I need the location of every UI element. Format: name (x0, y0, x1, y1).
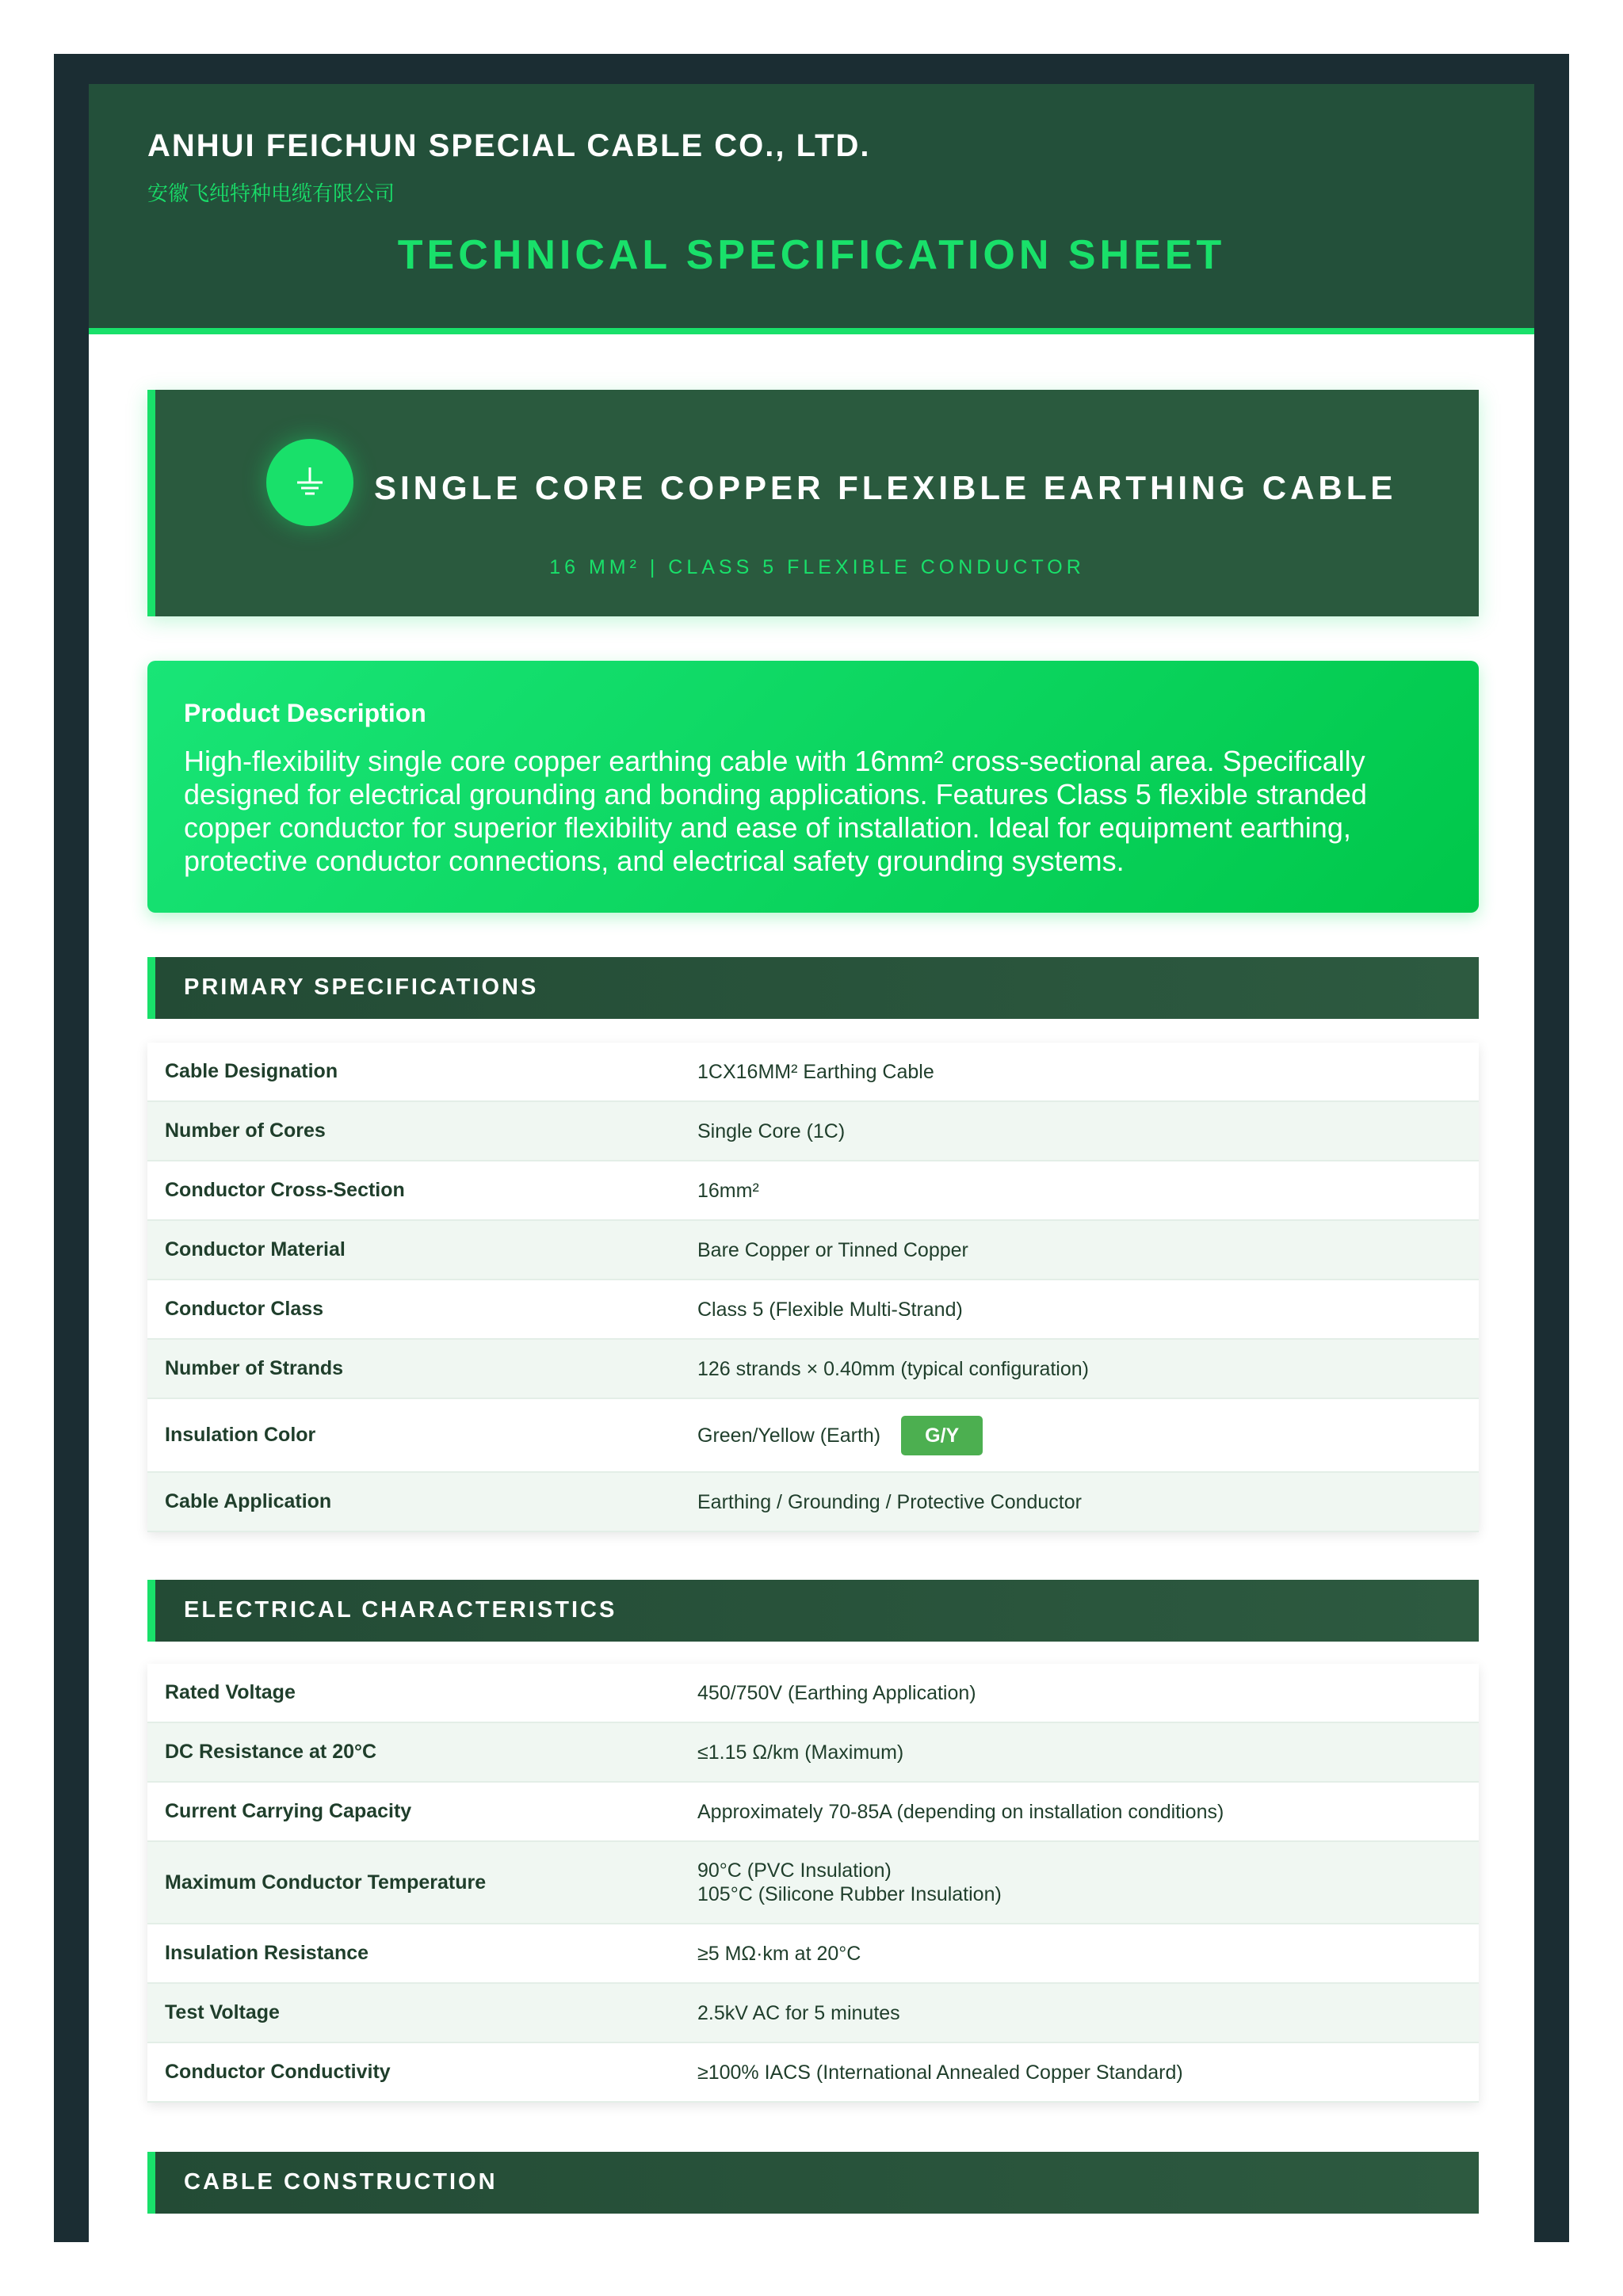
spec-key: Number of Cores (165, 1119, 326, 1142)
section-cable-construction (147, 2152, 1479, 2214)
section-title: ELECTRICAL CHARACTERISTICS (184, 1597, 617, 1623)
color-badge: G/Y (901, 1416, 983, 1455)
spec-value: 1CX16MM² Earthing Cable (697, 1060, 934, 1083)
section-electrical-characteristics (147, 1580, 1479, 1642)
product-name: SINGLE CORE COPPER FLEXIBLE EARTHING CABLE (374, 469, 1397, 506)
spec-key: Test Voltage (165, 2001, 280, 2023)
table-row (147, 1473, 1479, 1532)
table-row (147, 1924, 1479, 1984)
spec-key: Number of Strands (165, 1357, 344, 1379)
page-frame (54, 54, 1569, 2242)
table-row (147, 1102, 1479, 1161)
spec-value: Class 5 (Flexible Multi-Strand) (697, 1298, 963, 1321)
temperature-silicone: 105°C (Silicone Rubber Insulation) (697, 1883, 1002, 1905)
table-row (147, 1161, 1479, 1221)
primary-spec-table (147, 1043, 1479, 1532)
table-row (147, 1221, 1479, 1280)
spec-sheet (89, 84, 1534, 2242)
table-row (147, 1842, 1479, 1924)
spec-key: Rated Voltage (165, 1681, 296, 1703)
spec-value: ≤1.15 Ω/km (Maximum) (697, 1741, 904, 1764)
spec-value (697, 1842, 1002, 1923)
section-primary-specifications (147, 957, 1479, 1019)
product-banner (147, 390, 1479, 616)
product-subtitle: 16 MM² | CLASS 5 FLEXIBLE CONDUCTOR (549, 556, 1085, 578)
description-title: Product Description (184, 699, 426, 727)
spec-key: Insulation Color (165, 1424, 316, 1446)
insulation-color-text: Green/Yellow (Earth) (697, 1424, 881, 1447)
ground-icon (266, 439, 353, 526)
spec-key: Conductor Material (165, 1238, 346, 1261)
company-name-cn: 安徽飞纯特种电缆有限公司 (147, 182, 395, 206)
table-row (147, 1280, 1479, 1340)
spec-key: Conductor Cross-Section (165, 1179, 405, 1201)
table-row (147, 2043, 1479, 2103)
spec-value (697, 1399, 983, 1471)
sheet-title: TECHNICAL SPECIFICATION SHEET (397, 232, 1226, 278)
company-name-en: ANHUI FEICHUN SPECIAL CABLE CO., LTD. (147, 128, 871, 163)
spec-key: Conductor Conductivity (165, 2061, 391, 2083)
spec-key: Insulation Resistance (165, 1942, 369, 1964)
spec-value: Single Core (1C) (697, 1119, 846, 1142)
product-description (147, 661, 1479, 913)
section-title: PRIMARY SPECIFICATIONS (184, 974, 539, 1000)
electrical-spec-table (147, 1664, 1479, 2103)
sheet-header (89, 84, 1534, 334)
temperature-pvc: 90°C (PVC Insulation) (697, 1859, 892, 1882)
spec-value: 2.5kV AC for 5 minutes (697, 2001, 900, 2024)
table-row (147, 1043, 1479, 1102)
spec-key: Conductor Class (165, 1298, 324, 1320)
table-row (147, 1664, 1479, 1723)
table-row (147, 1984, 1479, 2043)
spec-value: Bare Copper or Tinned Copper (697, 1238, 968, 1261)
table-row (147, 1399, 1479, 1473)
table-row (147, 1723, 1479, 1783)
spec-key: DC Resistance at 20°C (165, 1741, 377, 1763)
description-body: High-flexibility single core copper earthing cable with 16mm² cross-sectional area. Specifically designed for electrical grounding and bonding applications. Features Class 5 flexible stranded copper conductor for superior flexibility and ease of installation. Ideal for equipment earthing, protective conductor connections, and electrical safety grounding systems. (184, 745, 1367, 877)
spec-value: Approximately 70-85A (depending on installation conditions) (697, 1800, 1224, 1823)
spec-value: ≥5 MΩ·km at 20°C (697, 1942, 861, 1965)
spec-value: 126 strands × 0.40mm (typical configuration) (697, 1357, 1089, 1380)
spec-key: Current Carrying Capacity (165, 1800, 412, 1822)
spec-value: ≥100% IACS (International Annealed Copper Standard) (697, 2061, 1183, 2084)
table-row (147, 1340, 1479, 1399)
spec-value: Earthing / Grounding / Protective Conductor (697, 1490, 1082, 1513)
spec-key: Maximum Conductor Temperature (165, 1871, 487, 1894)
spec-value: 16mm² (697, 1179, 759, 1202)
section-title: CABLE CONSTRUCTION (184, 2169, 498, 2195)
table-row (147, 1783, 1479, 1842)
spec-key: Cable Designation (165, 1060, 338, 1082)
spec-value: 450/750V (Earthing Application) (697, 1681, 976, 1704)
spec-key: Cable Application (165, 1490, 332, 1512)
